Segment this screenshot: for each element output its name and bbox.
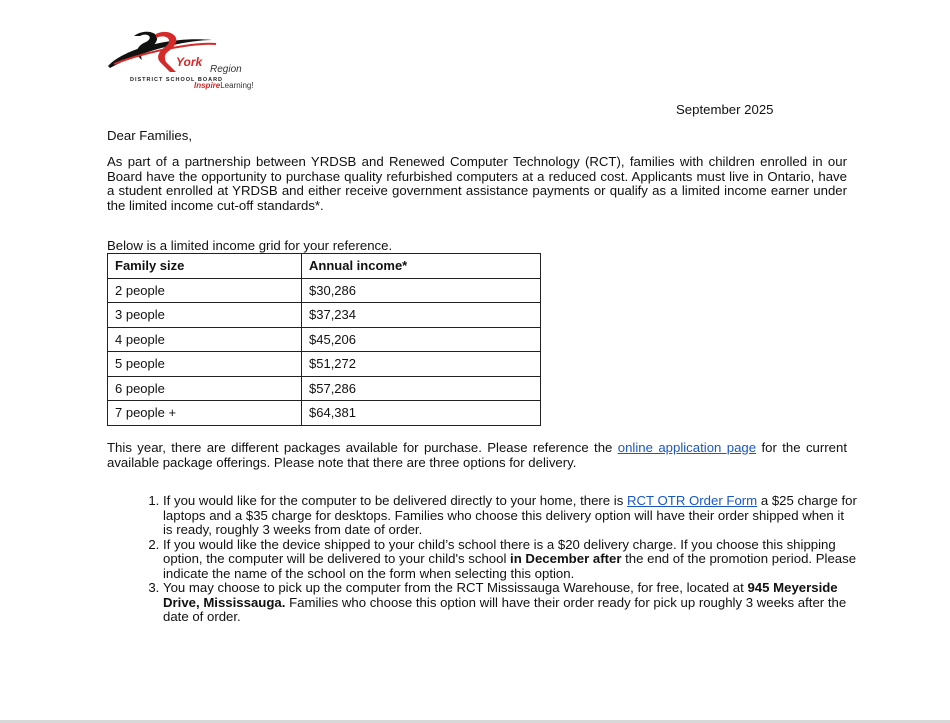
logo-tagline: InspireLearning! <box>194 81 254 90</box>
packages-paragraph: This year, there are different packages available for purchase. Please reference the online application page for the current available package offerings. Please note that there are three options for delivery. <box>107 440 847 470</box>
delivery-option-pickup: 3. You may choose to pick up the computer from the RCT Mississauga Warehouse, for free, located at 945 Meyerside Drive, Mississauga. Families who choose this option will have their order ready for pick up roughly 3 weeks after the date of order. <box>163 581 857 625</box>
family-size-cell: 6 people <box>108 376 302 401</box>
family-size-cell: 5 people <box>108 352 302 377</box>
table-row <box>108 401 541 426</box>
annual-income-cell: $30,286 <box>302 278 541 303</box>
yrdsb-logo <box>104 28 274 92</box>
table-row <box>108 303 541 328</box>
letter-date: September 2025 <box>676 102 774 117</box>
income-table <box>107 253 541 426</box>
annual-income-cell: $51,272 <box>302 352 541 377</box>
column-header-family-size: Family size <box>108 254 302 279</box>
svg-text:York: York <box>176 55 203 69</box>
delivery-options-list <box>107 494 857 625</box>
table-header-row <box>108 254 541 279</box>
table-row <box>108 376 541 401</box>
annual-income-cell: $64,381 <box>302 401 541 426</box>
grid-intro-text: Below is a limited income grid for your reference. <box>107 238 393 253</box>
annual-income-cell: $45,206 <box>302 327 541 352</box>
table-row <box>108 352 541 377</box>
svg-text:Region: Region <box>210 64 242 75</box>
delivery-option-school: 2. If you would like the device shipped to your child’s school there is a $20 delivery charge. If you choose this shipping option, the computer will be delivered to your child's school in December after the end of the promotion period. Please indicate the name of the school on the form when selecting this option. <box>163 538 857 582</box>
annual-income-cell: $57,286 <box>302 376 541 401</box>
family-size-cell: 3 people <box>108 303 302 328</box>
annual-income-cell: $37,234 <box>302 303 541 328</box>
family-size-cell: 7 people + <box>108 401 302 426</box>
family-size-cell: 4 people <box>108 327 302 352</box>
svg-text:DISTRICT SCHOOL BOARD: DISTRICT SCHOOL BOARD <box>130 77 224 83</box>
family-size-cell: 2 people <box>108 278 302 303</box>
intro-paragraph: As part of a partnership between YRDSB and Renewed Computer Technology (RCT), families with children enrolled in our Board have the opportunity to purchase quality refurbished computers at a reduced cost. Applicants must live in Ontario, have a student enrolled at YRDSB and either receive government assistance payments or qualify as a limited income earner under the limited income cut-off standards*. <box>107 154 847 213</box>
delivery-option-home: 1. If you would like for the computer to be delivered directly to your home, there is RCT OTR Order Form a $25 charge for laptops and a $35 charge for desktops. Families who choose this delivery option will have their order shipped when it is ready, roughly 3 weeks from date of order. <box>163 494 857 538</box>
table-row <box>108 278 541 303</box>
table-row <box>108 327 541 352</box>
online-application-page-link[interactable]: online application page <box>617 440 757 455</box>
column-header-annual-income: Annual income* <box>302 254 541 279</box>
rct-otr-order-form-link[interactable]: RCT OTR Order Form <box>627 493 758 508</box>
salutation: Dear Families, <box>107 128 193 143</box>
